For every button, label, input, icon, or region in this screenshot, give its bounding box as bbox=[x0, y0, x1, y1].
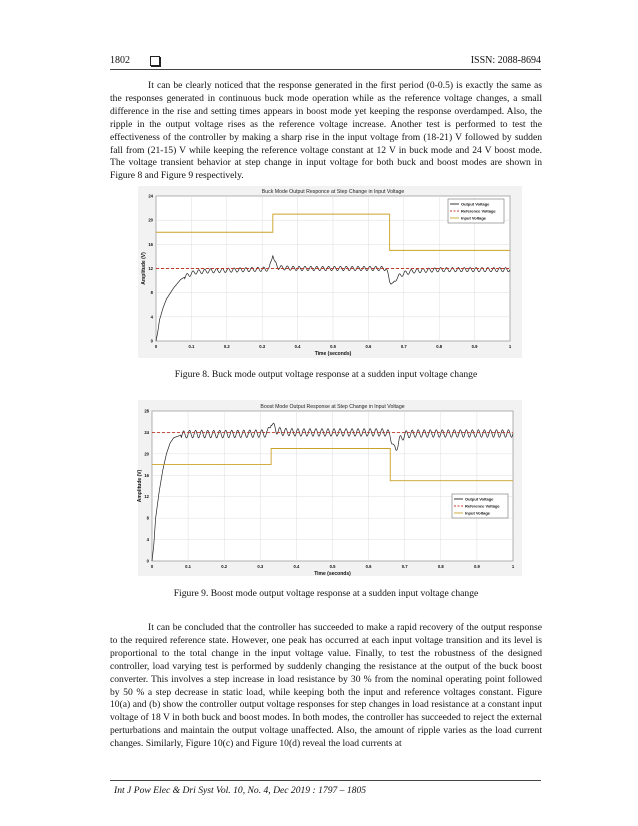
y-tick-label: 28 bbox=[144, 408, 149, 414]
legend-label: Output Voltage bbox=[465, 496, 494, 502]
x-tick-label: 0 bbox=[154, 344, 158, 349]
header-box-icon bbox=[150, 56, 160, 66]
legend-label: Input Voltage bbox=[461, 215, 487, 221]
figure-9 bbox=[138, 400, 522, 576]
x-tick-label: 0.6 bbox=[365, 564, 372, 569]
x-tick-label: 0.1 bbox=[185, 564, 192, 569]
x-tick-label: 0 bbox=[150, 564, 154, 569]
paragraph-1: It can be clearly noticed that the response generated in the first period (0-0.5) is exactly the same as the responses generated in continuous buck mode operation while as the reference voltage changes, a small difference in the rise and setting times appears in boost mode yet keeping the response overdamped. Also, the ripple in the output voltage rises as the reference voltage increase. Another test is performed to test the effectiveness of the controller by making a sharp rise in the input voltage from (18-21) V followed by sudden fall from (21-15) V while keeping the reference voltage constant at 12 V in buck mode and 24 V boost mode. The voltage transient behavior at step change in input voltage for both buck and boost modes are shown in Figure 8 and Figure 9 respectively. bbox=[110, 80, 542, 182]
y-tick-label: 8 bbox=[150, 290, 153, 296]
x-tick-label: 0.8 bbox=[436, 344, 443, 349]
y-axis-label: Amplitude (V) bbox=[137, 469, 143, 503]
legend-label: Reference Voltage bbox=[461, 208, 496, 214]
y-tick-label: 0 bbox=[146, 558, 149, 564]
chart-title: Buck Mode Output Responce at Step Change in Input Voltage bbox=[261, 189, 405, 195]
x-tick-label: 0.5 bbox=[330, 344, 336, 349]
y-tick-label: 12 bbox=[144, 494, 149, 500]
legend-label: Reference Voltage bbox=[465, 503, 500, 509]
y-tick-label: 16 bbox=[148, 241, 153, 247]
x-tick-label: 0.9 bbox=[471, 344, 478, 349]
x-tick-label: 0.3 bbox=[257, 564, 264, 569]
figure-8-caption: Figure 8. Buck mode output voltage response at a sudden input voltage change bbox=[174, 369, 478, 380]
x-tick-label: 0.1 bbox=[188, 344, 195, 349]
y-tick-label: 24 bbox=[144, 429, 149, 435]
y-tick-label: 12 bbox=[148, 266, 153, 271]
x-axis-label: Time (seconds) bbox=[314, 571, 351, 577]
figure-8-chart bbox=[138, 186, 522, 358]
x-tick-label: 0.9 bbox=[473, 564, 480, 569]
y-tick-label: 4 bbox=[150, 314, 153, 320]
x-tick-label: 0.3 bbox=[259, 344, 266, 349]
y-tick-label: 16 bbox=[144, 472, 149, 478]
x-tick-label: 1 bbox=[511, 564, 515, 569]
header-rule bbox=[110, 69, 541, 70]
x-tick-label: 0.7 bbox=[400, 344, 407, 349]
x-tick-label: 1 bbox=[508, 344, 512, 349]
paragraph-2: It can be concluded that the controller has succeeded to make a rapid recovery of the output response to the required reference state. However, one peak has occurred at each input voltage transition and its level is proportional to the total change in the input voltage value. Finally, to test the robustness of the designed controller, load varying test is performed by suddenly changing the resistance at the output of the buck boost converter. This involves a step increase in load resistance by 30 % from the nominal operating point followed by 50 % a step decrease in static load, while keeping both the input and reference voltages constant. Figure 10(a) and (b) show the controller output voltage responses for step changes in load resistance at a constant input voltage of 18 V in both buck and boost modes. In both modes, the controller has succeeded to reject the external perturbations and maintain the output voltage unaffected. Also, the amount of ripple varies as the load current changes. Similarly, Figure 10(c) and Figure 10(d) reveal the load currents at bbox=[110, 622, 542, 750]
issn: ISSN: 2088-8694 bbox=[470, 55, 541, 66]
x-axis-label: Time (seconds) bbox=[314, 351, 352, 357]
x-tick-label: 0.8 bbox=[437, 564, 444, 569]
footer-rule bbox=[110, 780, 541, 781]
legend-label: Output Voltage bbox=[461, 201, 490, 207]
figure-9-caption: Figure 9. Boost mode output voltage response at a sudden input voltage change bbox=[173, 588, 479, 599]
x-tick-label: 0.6 bbox=[365, 344, 372, 349]
x-tick-label: 0.7 bbox=[401, 564, 408, 569]
footer-citation: Int J Pow Elec & Dri Syst Vol. 10, No. 4, Dec 2019 : 1797 – 1805 bbox=[114, 785, 367, 796]
y-tick-label: 0 bbox=[150, 338, 153, 344]
y-tick-label: 20 bbox=[148, 217, 153, 223]
chart-title: Boost Mode Output Response at Step Change in Input Voltage bbox=[260, 404, 405, 410]
y-tick-label: 8 bbox=[146, 515, 149, 521]
y-tick-label: 24 bbox=[148, 193, 153, 199]
x-tick-label: 0.5 bbox=[329, 564, 336, 569]
x-tick-label: 0.4 bbox=[293, 564, 300, 569]
y-axis-label: Amplitude (V) bbox=[141, 252, 147, 285]
page-number: 1802 bbox=[110, 55, 130, 66]
legend-label: Input Voltage bbox=[465, 510, 491, 516]
figure-9-chart bbox=[138, 400, 522, 576]
x-tick-label: 0.2 bbox=[221, 564, 228, 569]
figure-8 bbox=[138, 186, 522, 358]
y-tick-label: 20 bbox=[144, 451, 149, 457]
y-tick-label: 4 bbox=[146, 537, 149, 543]
x-tick-label: 0.2 bbox=[223, 344, 230, 349]
x-tick-label: 0.4 bbox=[294, 344, 301, 349]
